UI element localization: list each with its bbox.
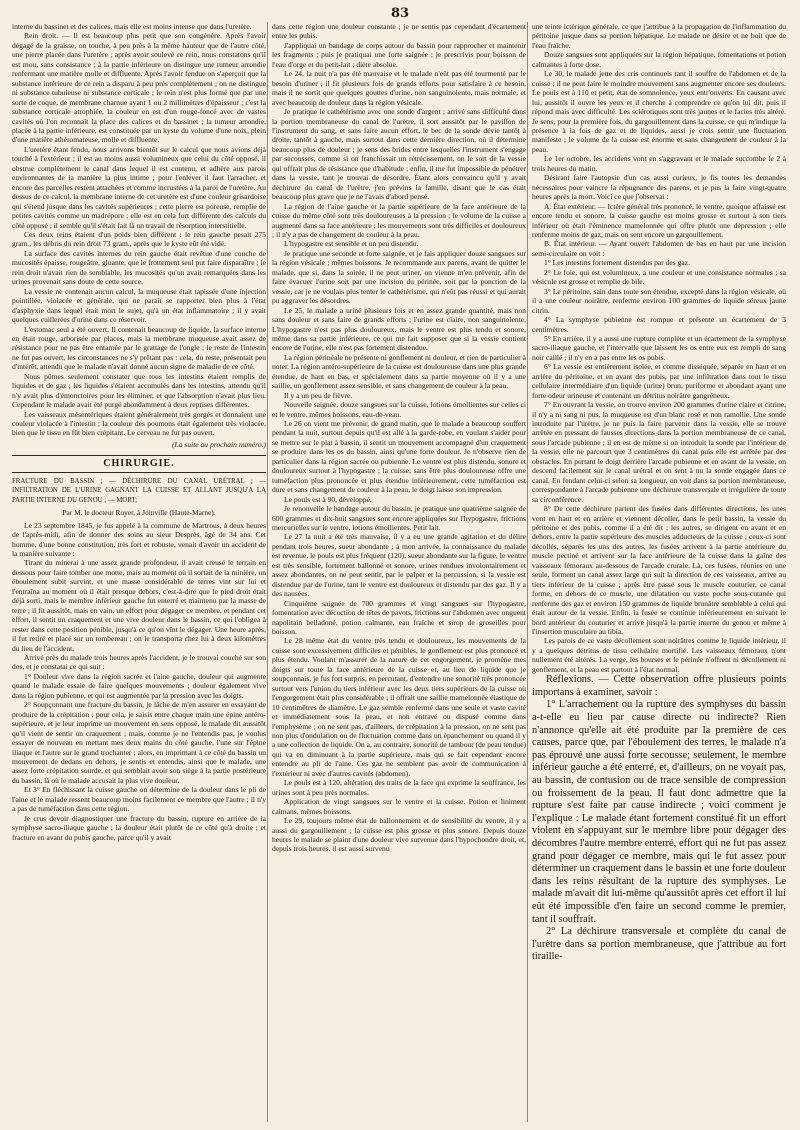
paragraph: La région de l'aine gauche et la partie supérieure de la face antérieure de la cuisse du même côté sont très douloureuses à la pression ; le volume de la cuisse a augmenté dans sa face antérieure ; les mouvements sont très difficiles et douloureux ; il n'y a pas de changement de couleur à la peau. — [272, 201, 526, 239]
section-title: CHIRURGIE. — [12, 455, 266, 472]
paragraph: 1° L'arrachement ou la rupture des symphyses du bassin a-t-elle eu lieu par cause directe ou indirecte? Rien n'annonce qu'elle ait été produite par la première de ces causes, parce que, par l'éboulement des terres, le malade n'a pas éprouvé une aussi forte secousse; seulement, le membre inférieur gauche a été enterré, et, d'ailleurs, on ne voyait pas, au bassin, de contusion ou de trace sensible de compression ou froissement de la peau. Il faut donc admettre que la rupture s'est faite par cause indirecte ; voici comment je l'explique : Le malade étant fortement constitué fit un effort violent en s'appuyant sur le membre libre pour dégager des décombres l'autre membre enterré, effort qui ne fut pas assez grand pour dégager ce membre, mais qui le fut assez pour déterminer un craquement dans le bassin et une forte douleur dans les reins résultant de la rupture des symphyses. Le malade m'avait dit lui-même qu'aussitôt après cet effort il lui eût été impossible d'en faire un second comme le premier, tant il souffrait. — [532, 699, 786, 925]
paragraph: Le 1er octobre, les accidens vont en s'aggravant et le malade succombe le 2 à trois heures du matin. — [532, 154, 786, 173]
paragraph: Le pouls est à 90, développé. — [284, 494, 372, 504]
paragraph: Ces deux reins étaient d'un poids bien différent : le rein gauche pesait 275 gram., les débris du rein droit 73 gram., après que le kyste eût été vidé. — [12, 229, 266, 249]
paragraph: Je renouvelle le bandage autour du bassin, je pratique une quatrième saignée de 600 grammes et dix-huit sangsues sont encore appliquées sur l'hypogastre, frictions mercurielles sur le ventre, lotions émollientes. Petit lait. — [272, 504, 526, 533]
paragraph: Douze sangsues sont appliquées sur la région hépatique, fomentations et potion calmantes à forte dose. — [532, 50, 786, 69]
paragraph: 7° En ouvrant la vessie, on trouve environ 200 grammes d'urine claire et citrine, il n'y a ni sang ni pus, la muqueuse est d'un blanc rosé et non ramollie. Une sonde introduite par l'urètre, je ne puis la faire parvenir dans la vessie, elle se trouve arrêtée en pressant de fausses directions dans la portion membraneuse de ce canal, sous l'arcade pubienne ; il en est de même si on introduit la sonde par l'intérieur de la vessie, elle ne parcourt que 3 centimètres du canal puis elle est arrêtée par des obstacles. En portant le doigt derrière l'arcade pubienne et en avant de la vessie, on descend facilement sur le canal urétral et on sent à nu la sonde engagée dans ce canal. En fendant celui-ci selon sa longueur, on voit dans sa portion membraneuse, correspondante à l'arcade pubienne une déchirure transversale et irrégulière de toute sa circonférence. — [532, 400, 786, 504]
paragraph: Les vaisseaux mésentériques étaient généralement très gorgés et donnaient une couleur violacée à l'intestin ; la couleur des poumons était également très violacée, bien que le tissu en fût bien crépitant. Le cerveau ne fut pas ouvert. — [12, 409, 266, 438]
paragraph: Cinquième saignée de 700 grammes et vingt sangsues sur l'hypogastre, fomentation avec décoction de têtes de pavots, frictions sur l'abdomen avec onguent napolitain belladoné, potion calmante, eau fraîche et sirop de groseilles pour boisson. — [272, 598, 526, 636]
paragraph: La région périnéale ne présente ni gonflement ni douleur, et rien de particulier à noter. La région antéro-supérieure de la cuisse est douloureuse dans une plus grande étendue, de haut en bas, et spécialement dans sa partie moyenne où il y a une saillie, un gonflement assez sensible, et sans changement de couleur à la peau. — [272, 352, 526, 391]
column-2 — [272, 22, 526, 1122]
paragraph: 5° En arrière, il y a aussi une rupture complète et un écartement de la symphyse sacro-iliaque gauche, et l'intervalle que laissent les os entre eux est rempli de sang noir caillé ; il n'y en a pas entre les os pubis. — [532, 333, 786, 362]
col1-article-body — [12, 521, 266, 842]
paragraph: B. État intérieur. — Ayant ouvert l'abdomen de bas en haut par une incision semi-circulaire on voit : — [532, 239, 786, 258]
article-heading: FRACTURE DU BASSIN ; — DÉCHIRURE DU CANAL URÉTRAL ; — INFILTRATION DE L'URINE GAGNANT LA CUISSE ET ALLANT JUSQU'A LA PARTIE INTERNE DU GENOU ; — MORT; — [12, 477, 266, 504]
page-number: 83 — [390, 6, 410, 21]
paragraph: Le 28 même état du ventre très tendu et douloureux, les mouvements de la cuisse sont excessivement difficiles et pénibles, le gonflement est plus prononcé et plus étendu. Voulant m'assurer de la nature de cet engorgement, je promène mes doigts sur toute la face antérieure de la cuisse et, au lieu de liquide que je soupçonnais, je fus fort surpris, en percutant, d'entendre une sonorité très prononcée surtout vers l'union du tiers inférieur avec les deux tiers supérieurs de la cuisse où l'engorgement était plus considérable ; il offrait une saillie mamelonnée élastique de 10 centimètres de diamètre. Le gaz semble renfermé dans une seule et vaste cavité et immédiatement sous la peau, et non entravé ou disposé comme dans l'emphysème ; on ne sent pas, d'ailleurs, de crépitation à la pression, on ne sent pas non plus d'ondulation ou de fluctuation comme dans un épanchement ou quand il y a une collection de liquide. On a, au contraire, sonorité de tambour (de peau tendue) qui va en diminuant à la partie supérieure, mais qui se fait cependant encore entendre au pli de l'aine. Ces gaz ne semblent pas avoir de communication à l'extérieur ni avec d'autres cavités (abdomen). — [272, 636, 526, 778]
paragraph: Et 3° En fléchissant la cuisse gauche on détermine de la douleur dans le pli de l'aine et le malade ressent beaucoup moins facilement ce membre que l'autre ; il n'y a pas de tuméfaction dans cette région. — [12, 785, 266, 814]
paragraph: L'uretère étant fendu, nous arrivons bientôt sur le calcul que nous avions déjà touché à l'extérieur ; il est au moins aussi volumineux que celui du côté opposé, il obstrue complètement le canal dans lequel il est contenu, et adhère aux parois environnantes de la manière la plus intime ; pour l'enlever il faut l'arracher, et encore des parcelles restent attachées et comme incrustées à la paroi de l'uretère. Au dessus de ce calcul, la membrane interne de cet uretère est d'une couleur grisardoise qui s'étend jusque dans les cavités supérieures ; cette pierre est poreuse, remplie de petites cavités comme un madrépore ; elle est en cela fort différente des calculs du côté opposé ; il semble qu'il s'était fait là un travail de résorption interstitielle. — [12, 144, 266, 230]
paragraph: Le 29, toujours même état de ballonnement et de sensibilité du ventre, il y a aussi du gargouillement ; la cuisse est plus grosse et plus sonore. Depuis douze heures le malade se plaint d'une douleur vive survenue dans l'hypochondre droit, et, depuis trois heures, il est aussi survenu — [272, 816, 526, 854]
paragraph: 2° La déchirure transversale et complète du canal de l'urètre dans sa portion membraneuse, que j'attribue au fort tiraille- — [532, 926, 786, 963]
paragraph: J'appliquai un bandage de corps autour du bassin pour rapprocher et maintenir les fragments ; puis je pratiquai une forte saignée ; je prescrivis pour boisson de l'eau d'orge et du petit-lait ; diète absolue. — [272, 40, 526, 69]
paragraph: Le 30, le malade jette des cris continuels tant il souffre de l'abdomen et de la cuisse ; il ne peut faire le moindre mouvement sans augmenter encore ses douleurs. Le pouls est à 110 et petit, état de somnolence, yeux entr'ouverts. En causant avec lui, aussitôt il ouvre les yeux et il cherche à comprendre ce qu'on lui dit, puis il répond mais avec difficulté. Les sclérotiques sont très jaunes et le facies très altéré. Je sens, pour la première fois, du gargouillement dans la cuisse, ce qui m'indique la présence à la fois de gaz et de liquides, aussi je crois sentir une fluctuation manifeste ; le volume de la cuisse est énorme et sans changement de couleur à la peau. — [532, 69, 786, 154]
paragraph: Nouvelle saignée, douze sangsues sur la cuisse, lotions émollientes sur celles ci et le ventre, mêmes boissons, eau-de-veau. — [272, 400, 526, 419]
paragraph: une teinte ictérique générale, ce que j'attribue à la propagation de l'inflammation du péritoine jusque dans sa portion hépatique. Le malade ne désire et ne boit que de l'eau fraîche. — [532, 22, 786, 50]
paragraph: Je pratique le cathétérisme avec une sonde d'argent ; arrivé sans difficulté dans la portion membraneuse du canal de l'urètre, il sort aussitôt par le pavillon de l'instrument du sang, et sans faire aucun effort, le bec de la sonde dévie tantôt à droite, tantôt à gauche, mais surtout dans cette dernière direction, où il détermine beaucoup plus de douleur ; je sens des brides entre lesquelles l'instrument s'engage par secousses, comme si on franchissait un rétrécissement, on le sort de la vessie qui offrait plus de résistance que d'habitude ; enfin, il me fut impossible de pénétrer dans la vessie, tant je trouvai de désordre. Étant alors convaincu qu'il y avait déchirure du canal de l'urètre, j'en prévins la famille, disant que le cas était beaucoup plus grave que je ne l'avais d'abord pensé. — [272, 107, 526, 202]
paragraph: 2° Soupçonnant une fracture du bassin, je lâche de m'en assurer en essayant de produire de la crépitation ; pour cela, je saisis entre chaque main une épine antéro-supérieure, et je leur imprime un mouvement en sens opposé, le malade dit aussitôt qu'il vient de sentir un craquement ; mais, comme je ne l'entendis pas, je voulus essayer de nouveau en mettant mes deux mains du côté gauche, l'une sur l'épine iliaque et l'autre sur le grand trochanter ; alors, en imprimant à ce côté du bassin un mouvement de dedans en dehors, je sentis et entendis, ainsi que le malade, une assez forte crépitation sourde, et qui semblait avoir son siège à la partie postérieure du bassin, là où le malade accusait la plus vive douleur. — [12, 700, 266, 785]
column-3 — [532, 22, 786, 1122]
paragraph: Le 27 la nuit a été très mauvaise, il y a eu une grande agitation et du délire pendant trois heures, sueur abondante ; à mon arrivée, la connaissance du malade est revenue, le pouls est plus fréquent (120), sueur abondante sur la figure, le ventre est très sensible, fortement ballonné et sonore, urines rendues involontairement et assez abondantes, on ne peut sentir, par le palper et la percussion, si la vessie est distendue par de l'urine, tant le ventre est douloureux et distendu par des gaz. Il y a des nausées. — [272, 532, 526, 599]
column-rule — [527, 22, 528, 1122]
paragraph: Le 25, le malade a uriné plusieurs fois et en assez grande quantité, mais non sans douleur et sans faire de grands efforts ; l'urine est claire, non sanguinolente. L'hypogastre n'est pas plus douloureux, mais le ventre est plus tendu et sonore, même dans sa partie inférieure, ce qui me fait supposer que si la vessie contient encore de l'urine, elle n'est pas fortement distendue. — [272, 305, 526, 353]
paragraph: Nous pûmes seulement constater que tous les intestins étaient remplis de liquides et de gaz ; les liquides s'étaient accumulés dans les intestins, attendu qu'il n'y avait plus d'émonctoires pour les éliminer, et que l'absorption n'avait plus lieu. Cependant le malade avait été purgé abondamment à deux reprises différentes. — [12, 371, 266, 410]
paragraph: 6° La vessie est entièrement isolée, et comme disséquée, séparée en haut et en arrière du péritoine, et en avant des pubis, par une infiltration dans tout le tissu cellulaire intermédiaire d'un liquide (urine) brun, puriforme et abondant ayant une forte odeur urineuse et contenant un détritus noirâtre gangréneux. — [532, 362, 786, 400]
paragraph: La vessie ne contenait aucun calcul, la muqueuse était tapissée d'une injection pointillée, violacée et générale, qui ne paraît se rapporter bien plus à l'état d'asphyxie dans lequel était mort le sujet, qu'à un état inflammatoire ; il y avait quelques cuillerées d'urine dans ce réservoir. — [12, 286, 266, 325]
paragraph: Le 23 septembre 1845, je fus appelé à la commune de Martrous, à deux heures de l'après-midi, afin de donner des soins au sieur Desprès, âgé de 34 ans. Cet homme, d'une bonne constitution, très fort et robuste, venait d'avoir un accident de la manière suivante : — [12, 520, 266, 559]
paragraph: A. État extérieur. — Ictère général très prononcé, le ventre, quoique affaissé est encore tendu et sonore, la cuisse gauche est moins grosse et surtout à son tiers inférieur où était l'éminence mamelonnée qui offre plutôt une dépression ; elle renferme moins de gaz, mais on sent encore un gargouillement. — [532, 201, 786, 239]
paragraph: L'estomac seul a été ouvert. Il contenait beaucoup de liquide, la surface interne en était rouge, arborisée par places, mais la membrane muqueuse avait assez de résistance pour ne pas être entamée par le grattage de l'ongle ; le reste de l'intestin ne fut pas ouvert, les circonstances ne s'y prêtant pas : cela, du reste, présentait peu d'intérêt, attendu que le malade n'avait donné aucun signe de maladie de ce côté. — [12, 324, 266, 372]
paragraph: Rein droit. — Il est beaucoup plus petit que son congénère. Après l'avoir dégagé de la graisse, on touche, à peu près à la même hauteur que de l'autre côté, une pierre placée dans l'uretère ; après avoir soulevé ce rein, nous constatons qu'il est mou, sans consistance ; à la partie inférieure on distingue une tumeur arrondie renfermant une matière molle et diffluente. Après l'avoir fendue on s'aperçoit que la substance intérieure de ce rein a disparu à peu près complètement ; on ne distingue ni substance tubuleuse ni substance corticale ; le rein n'est plus formé que par une sorte de coque, de membrane charnue ayant 1 ou 2 millimètres d'épaisseur ; c'est la substance corticale atrophiée, la couleur en est d'un rouge-foncé avec de vastes cavités où l'on reconnaît la place des calices et du bassinet ; la tumeur arrondie, placée à la partie inférieure, est constituée par un kyste du volume d'une noix, plein d'une matière athéromateuse, molle et diffluente. — [12, 31, 266, 145]
paragraph: Tirant du minerai à une assez grande profondeur, il avait creusé le terrain en dessous pour faire tomber une motte, mais au moment où il sortait de la minière, un éboulement subit survint, et une masse considérable de terres vint sur lui et l'entraîna au moment où il était presque debors, c'est-à-dire que le pied droit était déjà sorti, mais le membre inférieur gauche fut enterré et maintenu par la masse de terre ; il fit aussitôt, mais en vain, un effort pour dégager ce membre, et pendant cet effort, il sentit un craquement et une vive douleur dans le bassin, ce qui l'obligea à rester dans cette position pénible, jusqu'à ce qu'on vînt le dégager. Une heure après, il fut retiré et placé sur un tombereau ; on le transporta chez lui à deux kilomètres du lieu de l'accident. — [12, 558, 266, 653]
column-rule — [267, 22, 268, 1122]
paragraph: Le 24, la nuit n'a pas été mauvaise et le malade n'eût pas été tourmenté par le besoin d'uriner ; il fit plusieurs fois de grands efforts pour satisfaire à ce besoin, mais il ne sortit que quelques gouttes d'urine, non sanguinolente, mais normale, et avec beaucoup de douleur dans la région vésicale. — [272, 69, 526, 107]
article-byline: Par M. le docteur Royer, à Joinville (Haute-Marne). — [62, 508, 216, 518]
reflexions-section — [532, 674, 786, 964]
paragraph: 8° De cette déchirure partent des fusées dans différentes directions, les unes vont en haut et en arrière et viennent décoller, dans le petit bassin, la vessie du péritoine et des pubis, comme il a été dit ; les autres, se dirigent en avant et en dehors, entre la partie supérieure des muscles adducteurs de la cuisse ; ceux-ci sont décollés, séparés les uns des autres, les fusées arrivent à la partie antérieure du muscle pectiné et arrivent sur la face antérieure de la cuisse dans la gaîne des vaisseaux fémoraux au-dessous de l'arcade crurale. Là, ces fusées, réunies en une seule, forment un canal assez large qui suit la direction de ces vaisseaux, arrive au tiers inférieur de la cuisse ; après être passé sous le muscle couturier, ce canal forme, en dehors de ce muscle, une dilatation ou vaste poche sous-cutanée qui renferme des gaz et environ 150 grammes de liquide brunâtre semblable à celui qui était autour de la vessie. Enfin, la fusée se continue inférieurement en suivant le bord antérieur du couturier et arrive jusqu'à la partie interne du genou et même à l'insertion musculaire au tibia. — [532, 504, 786, 636]
paragraph: dans cette région une douleur constante ; je ne sentis pas cependant d'écartement entre les pubis. — [272, 22, 526, 41]
paragraph: Arrivé près du malade trois heures après l'accident, je le trouvai couché sur son dos, et je constatai ce qui suit : — [12, 653, 266, 672]
paragraph: Il y a un peu de fièvre. — [284, 390, 353, 400]
paragraph: Je crus devoir diagnostiquer une fracture du bassin, rupture en arrière de la symphyse sacro-iliaque gauche ; la douleur était plutôt de ce côté qu'à droite ; et fracture en avant du pubis gauche, parce qu'il y avait — [12, 813, 266, 842]
paragraph: La surface des cavités internes du rein gauche était revêtue d'une couche de mucosités épaisse, rougeâtre, gluante, que le frottement seul put faire disparaître ; le rein droit n'avait rien de semblable, les mucosités qu'on avait remarquées dans les urines provenait sans doute de cette source. — [12, 248, 266, 287]
paragraph: Je pratique une seconde et forte saignée, et je fais appliquer douze sangsues sur la région vésicale ; mêmes boissons. Je recommande aux parens, avant de quitter le malade, que si, dans la soirée, il ne peut uriner, on vienne m'en prévenir, afin de faire évacuer l'urine soit par une incision du périnée, soit par la ponction de la vessie, car je ne voulais plus tenter le cathétérisme, qui n'eût pas réussi et qui aurait pu aggraver les désordres. — [272, 248, 526, 306]
paragraph: Le 26 on vient me prévenir, de grand matin, que le malade a beaucoup souffert pendant la nuit, surtout depuis qu'il est allé à la garde-robe, en voulant s'aider pour se mettre sur le plat à bassin, il sentit un mouvement accompagné d'un craquement se produire dans les os du bassin, ainsi qu'une forte douleur. Je n'observe rien de particulier dans la région sacrée ou pubienne. Le ventre est plus distendu, sonore et douloureux surtout à l'hypogastre ; la cuisse, sans être plus douloureuse offre une tuméfaction plus prononcée et plus étendue inférieurement, cette tuméfaction est dure et sans changement de couleur à la peau, le doigt laisse son impression. — [272, 419, 526, 495]
paragraph: Le pouls est à 120, altération des traits de la face qui exprime la souffrance, les urines sont à peu près normales. — [272, 778, 526, 797]
paragraph: 3° Le péritoine, sain dans toute son étendue, excepté dans la région vésicale, où il a une couleur noirâtre, renferme environ 100 grammes de liquide séreux jaune citrin. — [532, 286, 786, 315]
paragraph: 2° Le foie, qui est volumineux, a une couleur et une consistance normales ; sa vésicule est grosse et remplie de bile. — [532, 267, 786, 287]
paragraph: 1° Douleur vive dans la région sacrée et l'aine gauche, douleur qui augmente quand le malade essaie de faire quelques mouvements ; douleur également vive dans la région pubienne, et qui est augmentée par la pression avec les doigts. — [12, 671, 266, 700]
col1-article-continued — [12, 22, 266, 438]
paragraph: Désirant faire l'autopsie d'un cas aussi curieux, je fis toutes les demandes nécessaires pour vaincre la répugnance des parens, et je pus la faire vingt-quatre heures après la mort. Voici ce que j'observai : — [532, 173, 786, 202]
paragraph: 4° La symphyse pubienne est rompue et présente un écartement de 3 centimètres. — [532, 315, 786, 334]
paragraph: interne du bassinet et des calices, mais elle est moins intense que dans l'uretère. — [12, 22, 252, 31]
col3-article-body — [532, 22, 786, 674]
paragraph: L'hypogastre est sensible et un peu distendu. — [284, 239, 419, 249]
to-be-continued-note: (La suite au prochain numéro.) — [172, 439, 266, 449]
paragraph: Réflexions. — Cette observation offre plusieurs points importans à examiner, savoir : — [532, 674, 786, 698]
column-1 — [12, 22, 266, 1122]
paragraph: 1° Les intestins fortement distendus par des gaz. — [544, 258, 690, 268]
paragraph: Application de vingt sangsues sur le ventre et la cuisse. Potion et liniment calmans, mêmes boissons. — [272, 797, 526, 816]
paragraph: Les parois de ce vaste décollement sont noirâtres comme le liquide intérieur, il y a quelques détritus de tissu cellulaire mortifié. Les vaisseaux fémoraux n'ont nullement été altérés. La verge, les bourses et le périnée n'offrent ni décollement ni gonflement, et la peau est partout à l'état normal. — [532, 636, 786, 674]
